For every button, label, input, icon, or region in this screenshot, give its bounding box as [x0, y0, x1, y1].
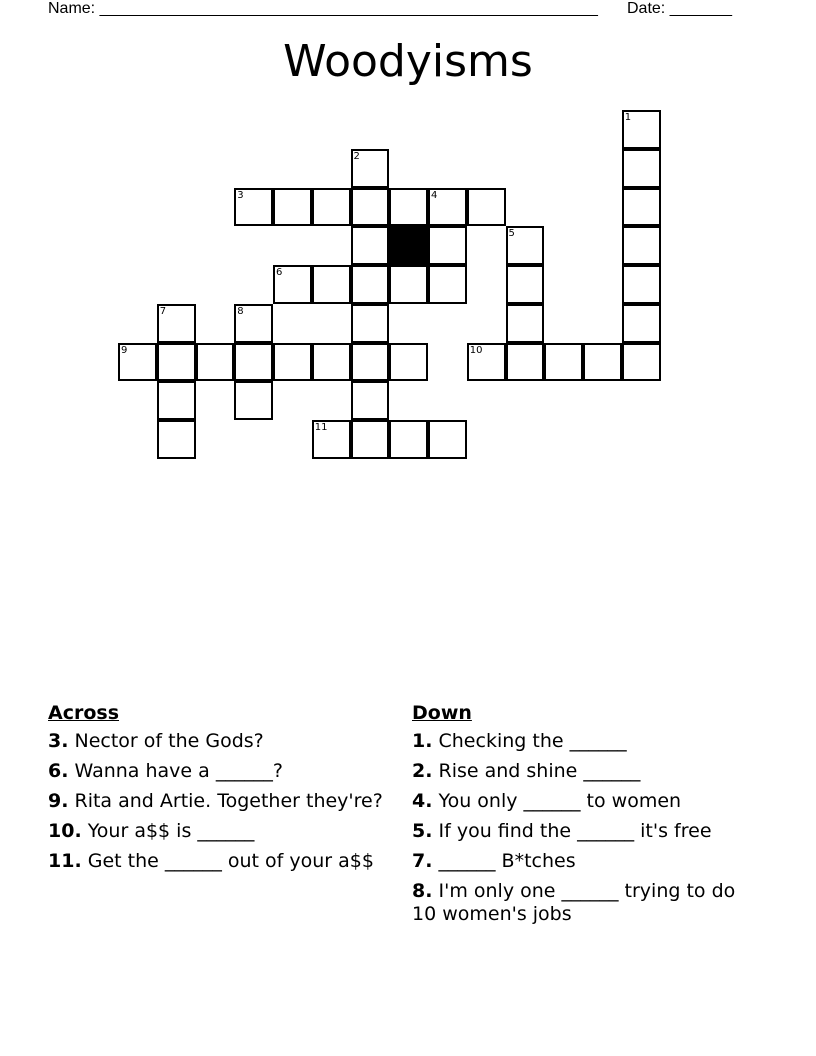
grid-cell[interactable] [506, 304, 545, 343]
grid-cell[interactable] [428, 226, 467, 265]
black-cell [389, 226, 428, 265]
clue-text: Your a$$ is ______ [87, 820, 255, 842]
clue-number: 10 [469, 344, 483, 356]
clue-num: 8. [412, 880, 433, 902]
grid-cell[interactable] [157, 381, 196, 420]
grid-cell[interactable] [157, 304, 196, 343]
grid-cell[interactable] [234, 381, 273, 420]
down-clue [412, 820, 742, 843]
clue-text: You only ______ to women [438, 790, 682, 812]
clue-number: 1 [624, 112, 632, 123]
clue-text: Nector of the Gods? [74, 730, 264, 752]
down-heading: Down [412, 702, 472, 724]
date-blank: _______ [669, 0, 732, 17]
grid-cell[interactable] [389, 188, 428, 227]
grid-cell[interactable] [389, 265, 428, 304]
grid-cell[interactable] [622, 304, 661, 343]
down-clue [412, 850, 742, 873]
date-label: Date: [627, 0, 670, 17]
grid-cell[interactable] [583, 343, 622, 382]
clue-number: 3 [237, 189, 244, 201]
clue-text: Get the ______ out of your a$$ [87, 850, 374, 872]
clue-number: 7 [159, 305, 167, 317]
clue-num: 10. [48, 820, 82, 842]
grid-cell[interactable] [273, 188, 312, 227]
grid-cell[interactable] [273, 343, 312, 382]
grid-cell[interactable] [234, 188, 273, 227]
grid-cell[interactable] [622, 226, 661, 265]
clue-number: 5 [508, 228, 515, 240]
grid-cell[interactable] [428, 420, 467, 459]
grid-cell[interactable] [351, 420, 390, 459]
grid-cell[interactable] [428, 188, 467, 227]
clue-num: 3. [48, 730, 69, 752]
clue-num: 5. [412, 820, 433, 842]
grid-cell[interactable] [312, 420, 351, 459]
grid-cell[interactable] [506, 343, 545, 382]
name-label: Name: [48, 0, 100, 17]
down-clue [412, 730, 742, 753]
grid-cell[interactable] [506, 226, 545, 265]
across-clue [48, 850, 393, 873]
grid-cell[interactable] [351, 188, 390, 227]
clue-text: Wanna have a ______? [74, 760, 283, 782]
down-clue [412, 880, 742, 926]
clue-num: 1. [412, 730, 433, 752]
grid-cell[interactable] [157, 420, 196, 459]
grid-cell[interactable] [351, 381, 390, 420]
grid-cell[interactable] [622, 110, 661, 149]
clue-num: 9. [48, 790, 69, 812]
grid-cell[interactable] [389, 420, 428, 459]
grid-cell[interactable] [428, 265, 467, 304]
grid-cell[interactable] [622, 265, 661, 304]
clue-num: 2. [412, 760, 433, 782]
grid-cell[interactable] [157, 343, 196, 382]
grid-cell[interactable] [622, 149, 661, 188]
across-clue [48, 760, 393, 783]
grid-cell[interactable] [622, 343, 661, 382]
grid-cell[interactable] [467, 188, 506, 227]
name-blank: ________________________________________________________ [99, 0, 598, 17]
clue-num: 7. [412, 850, 433, 872]
grid-cell[interactable] [351, 265, 390, 304]
across-clue [48, 730, 393, 753]
grid-cell[interactable] [506, 265, 545, 304]
clue-number: 6 [276, 267, 283, 278]
clue-text: I'm only one ______ trying to do 10 women's jobs [412, 880, 736, 925]
grid-cell[interactable] [351, 149, 390, 188]
grid-cell[interactable] [234, 304, 273, 343]
clue-text: Rita and Artie. Together they're? [74, 790, 383, 812]
clue-number: 4 [431, 189, 438, 201]
down-clue [412, 790, 742, 813]
grid-cell[interactable] [273, 265, 312, 304]
down-clues [412, 702, 742, 933]
clue-number: 8 [237, 305, 244, 317]
clue-text: Rise and shine ______ [438, 760, 641, 782]
grid-cell[interactable] [351, 226, 390, 265]
grid-cell[interactable] [544, 343, 583, 382]
grid-cell[interactable] [312, 265, 351, 304]
across-heading: Across [48, 702, 120, 724]
clue-text: Checking the ______ [438, 730, 627, 752]
grid-cell[interactable] [118, 343, 157, 382]
grid-cell[interactable] [622, 188, 661, 227]
date-field[interactable] [627, 0, 732, 18]
across-clues [48, 702, 393, 880]
grid-cell[interactable] [196, 343, 235, 382]
grid-cell[interactable] [389, 343, 428, 382]
grid-cell[interactable] [351, 304, 390, 343]
clue-number: 11 [314, 422, 328, 433]
clue-number: 2 [353, 150, 360, 162]
grid-cell[interactable] [312, 343, 351, 382]
puzzle-title: Woodyisms [283, 36, 533, 87]
clue-number: 9 [121, 344, 128, 356]
clue-num: 11. [48, 850, 82, 872]
clue-text: ______ B*tches [438, 850, 576, 872]
down-clue [412, 760, 742, 783]
across-clue [48, 790, 393, 813]
grid-cell[interactable] [234, 343, 273, 382]
across-clue [48, 820, 393, 843]
grid-cell[interactable] [312, 188, 351, 227]
clue-text: If you find the ______ it's free [438, 820, 712, 842]
clue-num: 4. [412, 790, 433, 812]
name-field[interactable] [48, 0, 598, 18]
grid-cell[interactable] [351, 343, 390, 382]
clue-num: 6. [48, 760, 69, 782]
grid-cell[interactable] [467, 343, 506, 382]
